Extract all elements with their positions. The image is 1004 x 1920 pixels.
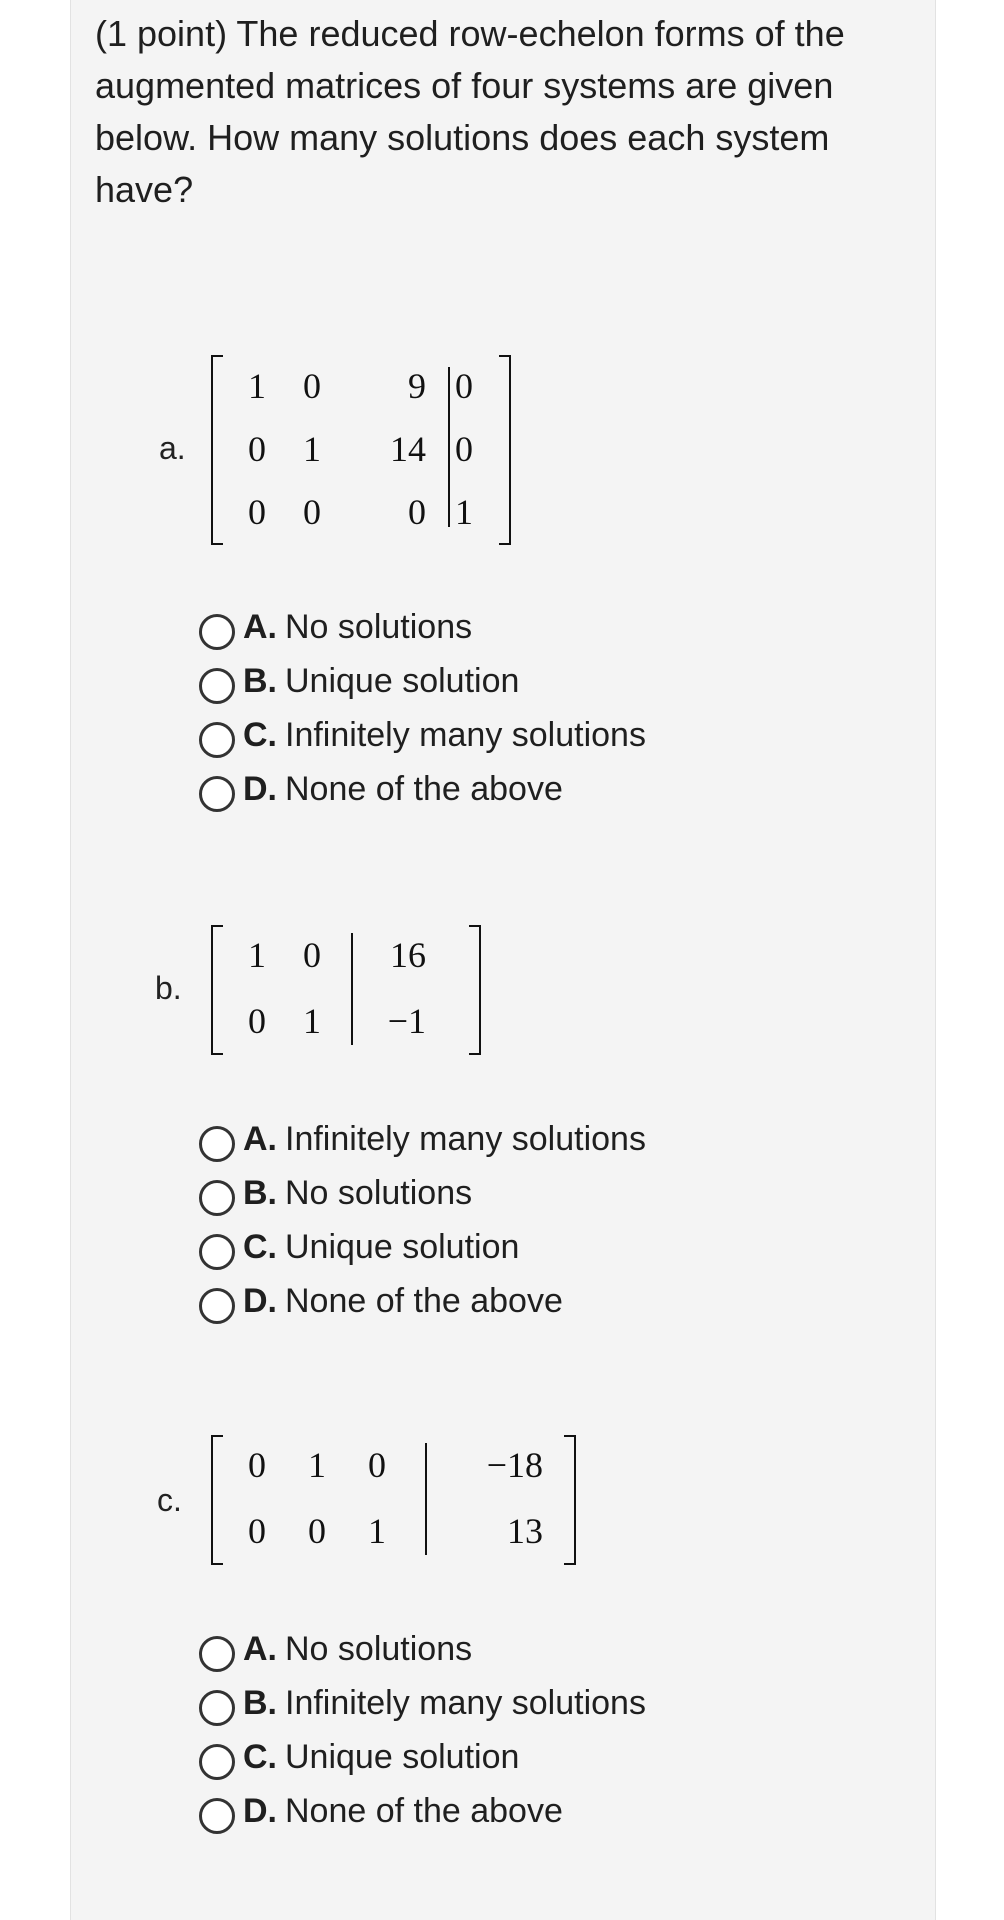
option-label: Infinitely many solutions: [285, 1119, 646, 1158]
part-a-option-a[interactable]: [199, 600, 646, 654]
option-label: Infinitely many solutions: [285, 1683, 646, 1722]
matrix-b-cell: 1: [248, 935, 266, 975]
option-letter: A.: [243, 607, 277, 646]
option-letter: D.: [243, 1791, 277, 1830]
radio-button-icon[interactable]: [199, 1126, 235, 1162]
matrix-c-augment-bar: [425, 1443, 427, 1555]
part-c-options: [199, 1622, 646, 1838]
part-b-option-c[interactable]: [199, 1220, 646, 1274]
radio-button-icon[interactable]: [199, 668, 235, 704]
matrix-c-right-bracket: [564, 1435, 576, 1565]
radio-button-icon[interactable]: [199, 776, 235, 812]
matrix-c-cell: 0: [248, 1511, 266, 1551]
radio-button-icon[interactable]: [199, 1234, 235, 1270]
question-card: [70, 0, 936, 1920]
option-label: Unique solution: [285, 661, 520, 700]
option-letter: C.: [243, 1737, 277, 1776]
part-c-option-b[interactable]: [199, 1676, 646, 1730]
radio-button-icon[interactable]: [199, 722, 235, 758]
part-b-options: [199, 1112, 646, 1328]
part-a-option-b[interactable]: [199, 654, 646, 708]
part-b-option-a[interactable]: [199, 1112, 646, 1166]
matrix-a-cell: 9: [408, 366, 426, 406]
part-c-option-d[interactable]: [199, 1784, 646, 1838]
matrix-a-cell: 1: [303, 429, 321, 469]
matrix-a-cell: 1: [248, 366, 266, 406]
matrix-a-cell: 0: [455, 366, 473, 406]
option-label: None of the above: [285, 1791, 563, 1830]
radio-button-icon[interactable]: [199, 1690, 235, 1726]
matrix-c-cell: −18: [486, 1445, 543, 1485]
radio-button-icon[interactable]: [199, 614, 235, 650]
matrix-a-cell: 0: [408, 492, 426, 532]
matrix-a-cell: 0: [248, 429, 266, 469]
part-c-option-c[interactable]: [199, 1730, 646, 1784]
option-letter: A.: [243, 1629, 277, 1668]
option-letter: B.: [243, 661, 277, 700]
matrix-a-cell: 14: [390, 429, 426, 469]
option-label: No solutions: [285, 1173, 473, 1212]
matrix-a-cell: 0: [303, 366, 321, 406]
option-letter: A.: [243, 1119, 277, 1158]
part-a-options: [199, 600, 646, 816]
radio-button-icon[interactable]: [199, 1288, 235, 1324]
radio-button-icon[interactable]: [199, 1744, 235, 1780]
matrix-c-cell: 1: [368, 1511, 386, 1551]
option-label: Infinitely many solutions: [285, 715, 646, 754]
matrix-a: [211, 355, 511, 545]
matrix-a-cell: 0: [248, 492, 266, 532]
matrix-c-cell: 0: [368, 1445, 386, 1485]
matrix-a-right-bracket: [499, 355, 511, 545]
option-letter: D.: [243, 769, 277, 808]
matrix-c-cell: 1: [308, 1445, 326, 1485]
matrix-c-cell: 13: [507, 1511, 543, 1551]
matrix-b-cell: 0: [303, 935, 321, 975]
radio-button-icon[interactable]: [199, 1636, 235, 1672]
matrix-b-right-bracket: [469, 925, 481, 1055]
part-b-option-d[interactable]: [199, 1274, 646, 1328]
matrix-c-cell: 0: [308, 1511, 326, 1551]
matrix-a-cell: 1: [455, 492, 473, 532]
option-letter: B.: [243, 1683, 277, 1722]
option-label: None of the above: [285, 769, 563, 808]
part-c-option-a[interactable]: [199, 1622, 646, 1676]
matrix-b-cell: 16: [390, 935, 426, 975]
matrix-b-cell: 0: [248, 1001, 266, 1041]
option-label: No solutions: [285, 607, 473, 646]
matrix-b-cell: −1: [387, 1001, 426, 1041]
matrix-b: [211, 925, 481, 1055]
option-letter: C.: [243, 1227, 277, 1266]
option-label: Unique solution: [285, 1227, 520, 1266]
part-a-option-c[interactable]: [199, 708, 646, 762]
matrix-b-augment-bar: [351, 933, 353, 1045]
part-c-label: c.: [157, 1482, 182, 1518]
matrix-a-cell: 0: [455, 429, 473, 469]
radio-button-icon[interactable]: [199, 1180, 235, 1216]
part-a-label: a.: [159, 430, 186, 466]
option-letter: C.: [243, 715, 277, 754]
option-label: None of the above: [285, 1281, 563, 1320]
part-b-label: b.: [155, 970, 182, 1006]
matrix-b-cell: 1: [303, 1001, 321, 1041]
radio-button-icon[interactable]: [199, 1798, 235, 1834]
matrix-a-cell: 0: [303, 492, 321, 532]
matrix-c-cell: 0: [248, 1445, 266, 1485]
part-b-option-b[interactable]: [199, 1166, 646, 1220]
option-letter: B.: [243, 1173, 277, 1212]
matrix-c: [211, 1435, 576, 1565]
question-text: (1 point) The reduced row-echelon forms of the augmented matrices of four systems are given below. How many solutions does each system have?: [95, 13, 845, 210]
option-letter: D.: [243, 1281, 277, 1320]
option-label: No solutions: [285, 1629, 473, 1668]
part-a-option-d[interactable]: [199, 762, 646, 816]
option-label: Unique solution: [285, 1737, 520, 1776]
